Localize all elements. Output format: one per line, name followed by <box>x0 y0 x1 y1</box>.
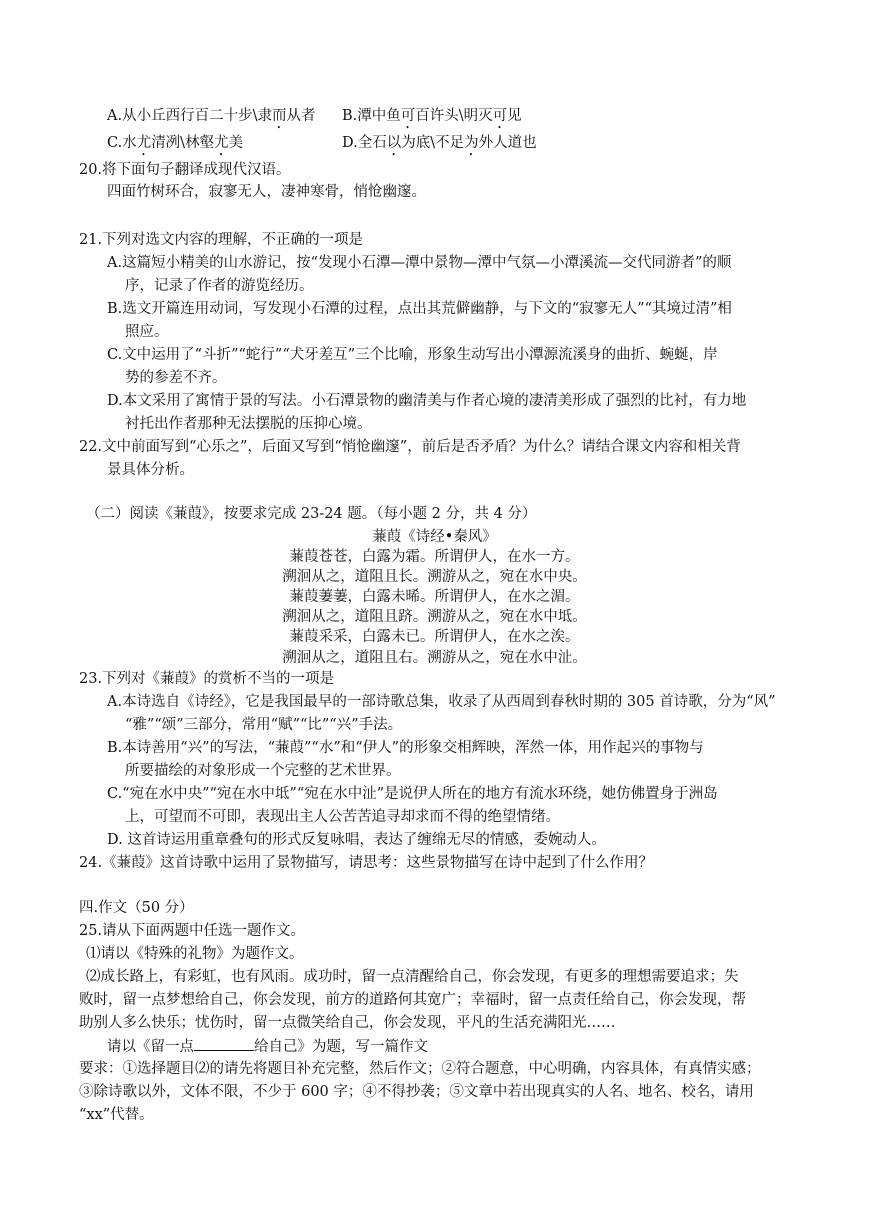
q19-option-c <box>107 133 243 159</box>
q21-option-b-cont: 照应。 <box>125 324 169 340</box>
q21-option-a: A.这篇短小精美的山水游记，按“发现小石潭—潭中景物—潭中气氛—小潭溪流—交代同游者”的顺 <box>107 255 732 271</box>
poem-line: 蒹葭采采，白露未已。所谓伊人，在水之涘。 <box>289 629 580 645</box>
q23-option-a-cont: “雅”“颂”三部分，常用“赋”“比”“兴”手法。 <box>125 717 403 733</box>
q23-option-a: A.本诗选自《诗经》，它是我国最早的一部诗歌总集，收录了从西周到春秋时期的 305 首诗歌，分为“风” <box>107 694 776 710</box>
requirements-cont: “xx”代替。 <box>79 1107 154 1123</box>
option-text: B.潭中鱼 <box>342 108 401 124</box>
q23-option-b: B.本诗善用“兴”的写法，“蒹葭”“水”和“伊人”的形象交相辉映，浑然一体，用作起兴的事物与 <box>107 740 704 756</box>
emphasized-char: 而 <box>271 108 287 124</box>
q19-option-a <box>107 106 315 132</box>
option-text: 美 <box>228 135 244 151</box>
poem-title: 蒹葭《诗经•秦风》 <box>372 529 497 545</box>
q20-stem: 20.将下面句子翻译成现代汉语。 <box>79 162 291 178</box>
option-text: 从者 <box>286 108 316 124</box>
fill-in-blank <box>194 1036 254 1051</box>
emphasized-char: 为 <box>464 135 479 151</box>
requirements: 要求：①选择题目⑵的请先将题目补充完整，然后作文；②符合题意，中心明确，内容具体，有真情实感； <box>79 1061 761 1077</box>
q21-option-c-cont: 势的参差不齐。 <box>125 370 227 386</box>
q21-option-d: D.本文采用了寓情于景的写法。小石潭景物的幽清美与作者心境的凄清美形成了强烈的比衬，有力地 <box>107 393 747 409</box>
q22-stem-cont: 景具体分析。 <box>107 462 194 478</box>
q23-option-b-cont: 所要描绘的对象形成一个完整的艺术世界。 <box>125 763 401 779</box>
poem-line: 蒹葭萋萋，白露未晞。所谓伊人，在水之湄。 <box>289 589 580 605</box>
emphasized-char: 尤 <box>136 135 152 151</box>
q20-sentence: 四面竹树环合，寂寥无人，凄神寒骨，悄怆幽邃。 <box>107 184 426 200</box>
essay-option-1: ⑴请以《特殊的礼物》为题作文。 <box>86 946 304 962</box>
option-text: 外人道也 <box>478 135 537 151</box>
essay-option-2-prompt <box>107 1036 428 1057</box>
prompt-text: 给自己》为题，写一篇作文 <box>254 1039 428 1055</box>
option-text: 清冽\林壑 <box>151 135 215 151</box>
q23-option-c: C.“宛在水中央”“宛在水中坻”“宛在水中沚”是说伊人所在的地方有流水环绕，她仿佛置身于洲岛 <box>107 786 718 802</box>
q23-stem: 23.下列对《蒹葭》的赏析不当的一项是 <box>79 671 335 687</box>
q23-option-d: D. 这首诗运用重章叠句的形式反复咏唱，表达了缠绵无尽的情感，委婉动人。 <box>107 832 606 848</box>
q21-option-c: C.文中运用了“斗折”“蛇行”“犬牙差互”三个比喻，形象生动写出小潭源流溪身的曲折、蜿蜒，岸 <box>107 347 718 363</box>
q21-option-a-cont: 序，记录了作者的游览经历。 <box>125 278 314 294</box>
requirements-cont: ③除诗歌以外，文体不限，不少于 600 字；④不得抄袭；⑤文章中若出现真实的人名、地名、校名，请用 <box>79 1084 754 1100</box>
option-text: A.从小丘西行百二十步\隶 <box>107 108 272 124</box>
q19-option-b <box>342 106 522 132</box>
poem-line: 溯洄从之，道阻且长。溯游从之，宛在水中央。 <box>282 569 587 585</box>
q19-option-d <box>342 133 537 159</box>
section-4-heading: 四.作文（50 分） <box>79 900 194 916</box>
emphasized-char: 可 <box>492 108 508 124</box>
option-text: 见 <box>507 108 522 124</box>
emphasized-char: 以 <box>386 135 402 151</box>
option-text: C.水 <box>107 135 137 151</box>
essay-option-2-cont: 助别人多么快乐；忧伤时，留一点微笑给自己，你会发现，平凡的生活充满阳光…… <box>79 1015 616 1031</box>
essay-option-2-cont: 败时，留一点梦想给自己，你会发现，前方的道路何其宽广；幸福时，留一点责任给自己，你会发现，帮 <box>79 992 746 1008</box>
poem-line: 蒹葭苍苍，白露为霜。所谓伊人，在水一方。 <box>289 549 580 565</box>
essay-option-2: ⑵成长路上，有彩虹，也有风雨。成功时，留一点清醒给自己，你会发现，有更多的理想需要追求；失 <box>86 969 739 985</box>
q25-stem: 25.请从下面两题中任选一题作文。 <box>79 923 306 939</box>
q24-stem: 24.《蒹葭》这首诗歌中运用了景物描写，请思考：这些景物描写在诗中起到了什么作用？ <box>79 855 654 871</box>
prompt-text: 请以《留一点 <box>107 1039 194 1055</box>
q21-option-b: B.选文开篇连用动词，写发现小石潭的过程，点出其荒僻幽静，与下文的“寂寥无人”“其境过清”相 <box>107 301 732 317</box>
poem-line: 溯洄从之，道阻且右。溯游从之，宛在水中沚。 <box>282 650 587 666</box>
q23-option-c-cont: 上，可望而不可即，表现出主人公苦苦追寻却求而不得的绝望情绪。 <box>125 809 560 825</box>
option-text: 为底\不足 <box>401 135 465 151</box>
option-text: 百许头\明灭 <box>415 108 493 124</box>
poem-line: 溯洄从之，道阻且跻。溯游从之，宛在水中坻。 <box>282 609 587 625</box>
q22-stem: 22.文中前面写到“心乐之”，后面又写到“悄怆幽邃”，前后是否矛盾？为什么？请结合课文内容和相关背 <box>79 439 741 455</box>
q21-stem: 21.下列对选文内容的理解，不正确的一项是 <box>79 232 364 248</box>
section-2-heading: （二）阅读《蒹葭》，按要求完成 23-24 题。（每小题 2 分，共 4 分） <box>86 506 537 522</box>
option-text: D.全石 <box>342 135 387 151</box>
q21-option-d-cont: 衬托出作者那种无法摆脱的压抑心境。 <box>125 416 372 432</box>
emphasized-char: 尤 <box>214 135 229 151</box>
emphasized-char: 可 <box>400 108 416 124</box>
